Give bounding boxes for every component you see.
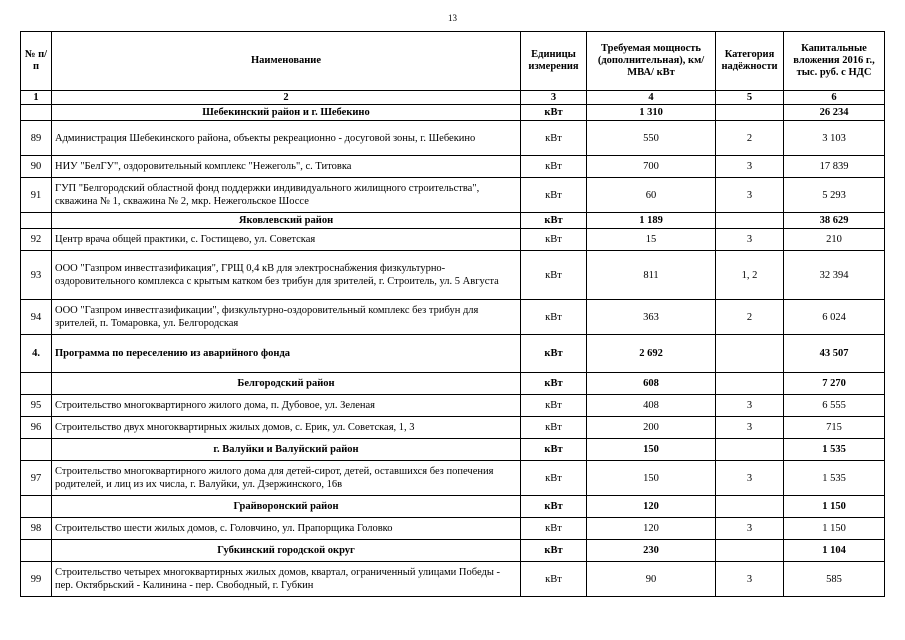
row-unit: кВт: [521, 518, 587, 540]
row-name: Строительство многоквартирного жилого дома, п. Дубовое, ул. Зеленая: [52, 395, 521, 417]
row-unit: кВт: [521, 121, 587, 156]
section-row: [21, 540, 885, 562]
row-power: 90: [587, 562, 716, 597]
row-investment: 17 839: [784, 156, 885, 178]
table-row: [21, 156, 885, 178]
row-category: 3: [716, 178, 784, 213]
row-number: 89: [21, 121, 52, 156]
column-number: 1: [21, 91, 52, 105]
table-row: [21, 229, 885, 251]
investment-table: [20, 31, 885, 597]
row-unit: кВт: [521, 335, 587, 373]
column-number: 6: [784, 91, 885, 105]
table-body: [21, 105, 885, 597]
row-power: 150: [587, 461, 716, 496]
row-name: Грайворонский район: [52, 496, 521, 518]
row-name: Губкинский городской округ: [52, 540, 521, 562]
row-category: 3: [716, 395, 784, 417]
row-power: 200: [587, 417, 716, 439]
row-investment: 1 535: [784, 461, 885, 496]
row-unit: кВт: [521, 562, 587, 597]
section-row: [21, 213, 885, 229]
row-unit: кВт: [521, 300, 587, 335]
table-row: [21, 178, 885, 213]
row-power: 408: [587, 395, 716, 417]
row-category: [716, 213, 784, 229]
row-category: 3: [716, 461, 784, 496]
row-number: [21, 213, 52, 229]
row-unit: кВт: [521, 229, 587, 251]
table-row: [21, 251, 885, 300]
section-row: [21, 439, 885, 461]
row-unit: кВт: [521, 178, 587, 213]
row-name: ГУП "Белгородский областной фонд поддержки индивидуального жилищного строительства", скважина № 1, скважина № 2, мкр. Нежегольское Шоссе: [52, 178, 521, 213]
row-power: 608: [587, 373, 716, 395]
row-power: 550: [587, 121, 716, 156]
row-name: ООО "Газпром инвестгазификация", ГРЩ 0,4 кВ для электроснабжения физкультурно-оздоровительного комплекса с крытым катком без трибун для зрителей, г. Строитель, ул. 5 Августа: [52, 251, 521, 300]
section-row: [21, 335, 885, 373]
row-power: 811: [587, 251, 716, 300]
row-category: 3: [716, 229, 784, 251]
row-number: 96: [21, 417, 52, 439]
row-investment: 1 535: [784, 439, 885, 461]
row-number: 4.: [21, 335, 52, 373]
row-unit: кВт: [521, 251, 587, 300]
section-row: [21, 105, 885, 121]
row-category: 3: [716, 156, 784, 178]
column-number: 4: [587, 91, 716, 105]
row-investment: 5 293: [784, 178, 885, 213]
column-number: 3: [521, 91, 587, 105]
row-number: [21, 439, 52, 461]
row-power: 230: [587, 540, 716, 562]
row-power: 15: [587, 229, 716, 251]
row-unit: кВт: [521, 496, 587, 518]
row-power: 120: [587, 496, 716, 518]
row-name: Яковлевский район: [52, 213, 521, 229]
row-power: 120: [587, 518, 716, 540]
row-name: Строительство четырех многоквартирных жилых домов, квартал, ограниченный улицами Победы - пер. Октябрьский - Калинина - пер. Свободный, г. Губкин: [52, 562, 521, 597]
header-investment: Капитальные вложения 2016 г., тыс. руб. с НДС: [784, 32, 885, 91]
row-unit: кВт: [521, 156, 587, 178]
row-investment: 38 629: [784, 213, 885, 229]
row-unit: кВт: [521, 461, 587, 496]
row-category: [716, 439, 784, 461]
row-name: Строительство двух многоквартирных жилых домов, с. Ерик, ул. Советская, 1, 3: [52, 417, 521, 439]
section-row: [21, 373, 885, 395]
row-name: Администрация Шебекинского района, объекты рекреационно - досуговой зоны, г. Шебекино: [52, 121, 521, 156]
row-investment: 715: [784, 417, 885, 439]
row-unit: кВт: [521, 373, 587, 395]
table-row: [21, 518, 885, 540]
row-number: 97: [21, 461, 52, 496]
row-category: [716, 540, 784, 562]
table-row: [21, 562, 885, 597]
section-row: [21, 496, 885, 518]
row-power: 2 692: [587, 335, 716, 373]
row-number: [21, 496, 52, 518]
row-investment: 6 555: [784, 395, 885, 417]
row-name: Шебекинский район и г. Шебекино: [52, 105, 521, 121]
row-number: 99: [21, 562, 52, 597]
row-investment: 43 507: [784, 335, 885, 373]
row-name: Центр врача общей практики, с. Гостищево, ул. Советская: [52, 229, 521, 251]
row-power: 1 189: [587, 213, 716, 229]
row-investment: 1 104: [784, 540, 885, 562]
table-row: [21, 461, 885, 496]
row-category: [716, 496, 784, 518]
page-number: 13: [448, 13, 457, 23]
row-unit: кВт: [521, 439, 587, 461]
row-number: 93: [21, 251, 52, 300]
row-number: 95: [21, 395, 52, 417]
row-category: [716, 335, 784, 373]
row-unit: кВт: [521, 540, 587, 562]
row-power: 700: [587, 156, 716, 178]
row-unit: кВт: [521, 105, 587, 121]
header-category: Категория надёжности: [716, 32, 784, 91]
row-investment: 1 150: [784, 496, 885, 518]
row-number: [21, 540, 52, 562]
header-unit: Единицы измерения: [521, 32, 587, 91]
header-num: № п/п: [21, 32, 52, 91]
row-power: 150: [587, 439, 716, 461]
column-number: 5: [716, 91, 784, 105]
column-number: 2: [52, 91, 521, 105]
row-investment: 32 394: [784, 251, 885, 300]
row-category: 2: [716, 300, 784, 335]
row-investment: 26 234: [784, 105, 885, 121]
row-number: 90: [21, 156, 52, 178]
row-unit: кВт: [521, 213, 587, 229]
row-number: 92: [21, 229, 52, 251]
row-category: [716, 373, 784, 395]
row-power: 60: [587, 178, 716, 213]
row-number: 91: [21, 178, 52, 213]
row-investment: 210: [784, 229, 885, 251]
row-name: Строительство многоквартирного жилого дома для детей-сирот, детей, оставшихся без попечения родителей, и лиц из их числа, г. Валуйки, ул. Дзержинского, 16в: [52, 461, 521, 496]
row-investment: 3 103: [784, 121, 885, 156]
table-row: [21, 395, 885, 417]
row-investment: 585: [784, 562, 885, 597]
row-number: 94: [21, 300, 52, 335]
row-name: Программа по переселению из аварийного фонда: [52, 335, 521, 373]
row-category: 3: [716, 518, 784, 540]
row-name: Белгородский район: [52, 373, 521, 395]
table-row: [21, 417, 885, 439]
row-number: [21, 105, 52, 121]
row-category: [716, 105, 784, 121]
table-row: [21, 121, 885, 156]
row-power: 363: [587, 300, 716, 335]
row-number: 98: [21, 518, 52, 540]
row-category: 3: [716, 562, 784, 597]
row-name: ООО "Газпром инвестгазификации", физкультурно-оздоровительный комплекс без трибун для зрителей, п. Томаровка, ул. Белгородская: [52, 300, 521, 335]
table-row: [21, 300, 885, 335]
row-power: 1 310: [587, 105, 716, 121]
row-investment: 7 270: [784, 373, 885, 395]
row-unit: кВт: [521, 395, 587, 417]
row-investment: 6 024: [784, 300, 885, 335]
row-category: 3: [716, 417, 784, 439]
header-name: Наименование: [52, 32, 521, 91]
row-investment: 1 150: [784, 518, 885, 540]
row-category: 2: [716, 121, 784, 156]
row-unit: кВт: [521, 417, 587, 439]
row-name: Строительство шести жилых домов, с. Головчино, ул. Прапорщика Головко: [52, 518, 521, 540]
row-name: НИУ "БелГУ", оздоровительный комплекс "Нежеголь", с. Титовка: [52, 156, 521, 178]
row-number: [21, 373, 52, 395]
row-name: г. Валуйки и Валуйский район: [52, 439, 521, 461]
row-category: 1, 2: [716, 251, 784, 300]
header-power: Требуемая мощность (дополнительная), км/ МВА/ кВт: [587, 32, 716, 91]
